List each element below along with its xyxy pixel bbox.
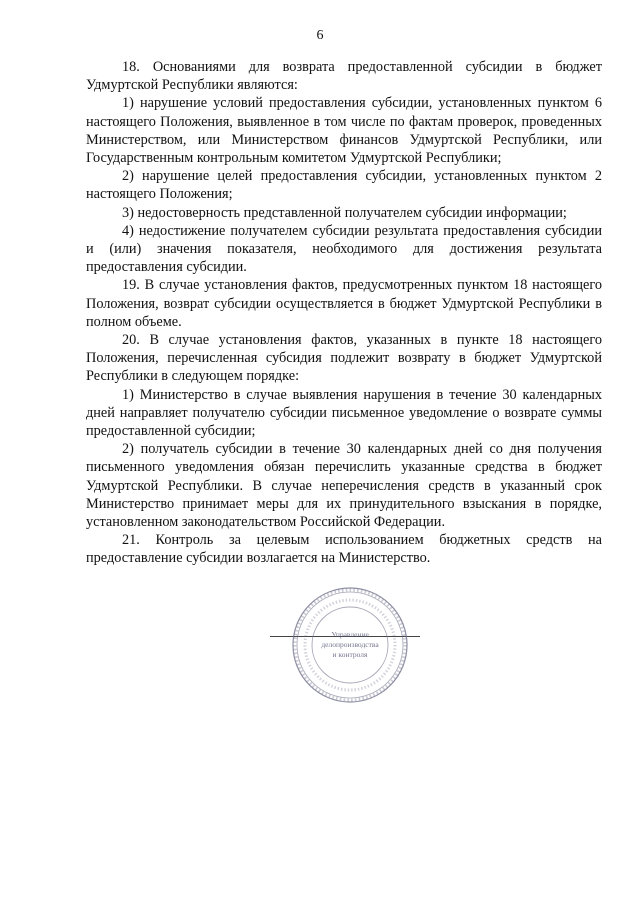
paragraph-21: 21. Контроль за целевым использованием бюджетных средств на предоставление субсидии возлагается на Министерство.: [86, 532, 602, 567]
paragraph-18-item-1: 1) нарушение условий предоставления субсидии, установленных пунктом 6 настоящего Положения, выявленное в том числе по фактам проверок, проведенных Министерством, или Министерством финансов Удмуртской Республики, или Государственным контрольным комитетом Удмуртской Республики;: [86, 95, 602, 167]
stamp-line-1: Управление: [331, 630, 369, 639]
paragraph-20: 20. В случае установления фактов, указанных в пункте 18 настоящего Положения, перечисленная субсидия подлежит возврату в бюджет Удмуртской Республики в следующем порядке:: [86, 332, 602, 385]
paragraph-18-item-4: 4) недостижение получателем субсидии результата предоставления субсидии и (или) значения показателя, необходимого для достижения результата предоставления субсидии.: [86, 222, 602, 276]
paragraph-18-item-2: 2) нарушение целей предоставления субсидии, установленных пунктом 2 настоящего Положения;: [86, 168, 602, 203]
paragraph-20-item-1: 1) Министерство в случае выявления нарушения в течение 30 календарных дней направляет получателю субсидии письменное уведомление о возврате суммы предоставленной субсидии;: [86, 386, 602, 440]
paragraph-19: 19. В случае установления фактов, предусмотренных пунктом 18 настоящего Положения, возврат субсидии осуществляется в бюджет Удмуртской Республики в полном объеме.: [86, 277, 602, 330]
stamp-line-3: и контроля: [332, 650, 368, 659]
stamp-line-2: делопроизводства: [321, 640, 379, 649]
stamp-seal-graphic: [290, 585, 410, 705]
paragraph-20-item-2: 2) получатель субсидии в течение 30 календарных дней со дня получения письменного уведомления обязан перечислить указанные средства в бюджет Удмуртской Республики. В случае неперечисления средств в указанный срок Министерство принимает меры для их принудительного взыскания в порядке, установленном законодательством Российской Федерации.: [86, 441, 602, 531]
paragraph-18: 18. Основаниями для возврата предоставленной субсидии в бюджет Удмуртской Республики являются:: [86, 59, 602, 94]
document-body: [86, 58, 602, 568]
page-number: 6: [316, 28, 324, 43]
paragraph-18-item-3: 3) недостоверность представленной получателем субсидии информации;: [122, 204, 567, 221]
official-stamp: [290, 585, 410, 705]
